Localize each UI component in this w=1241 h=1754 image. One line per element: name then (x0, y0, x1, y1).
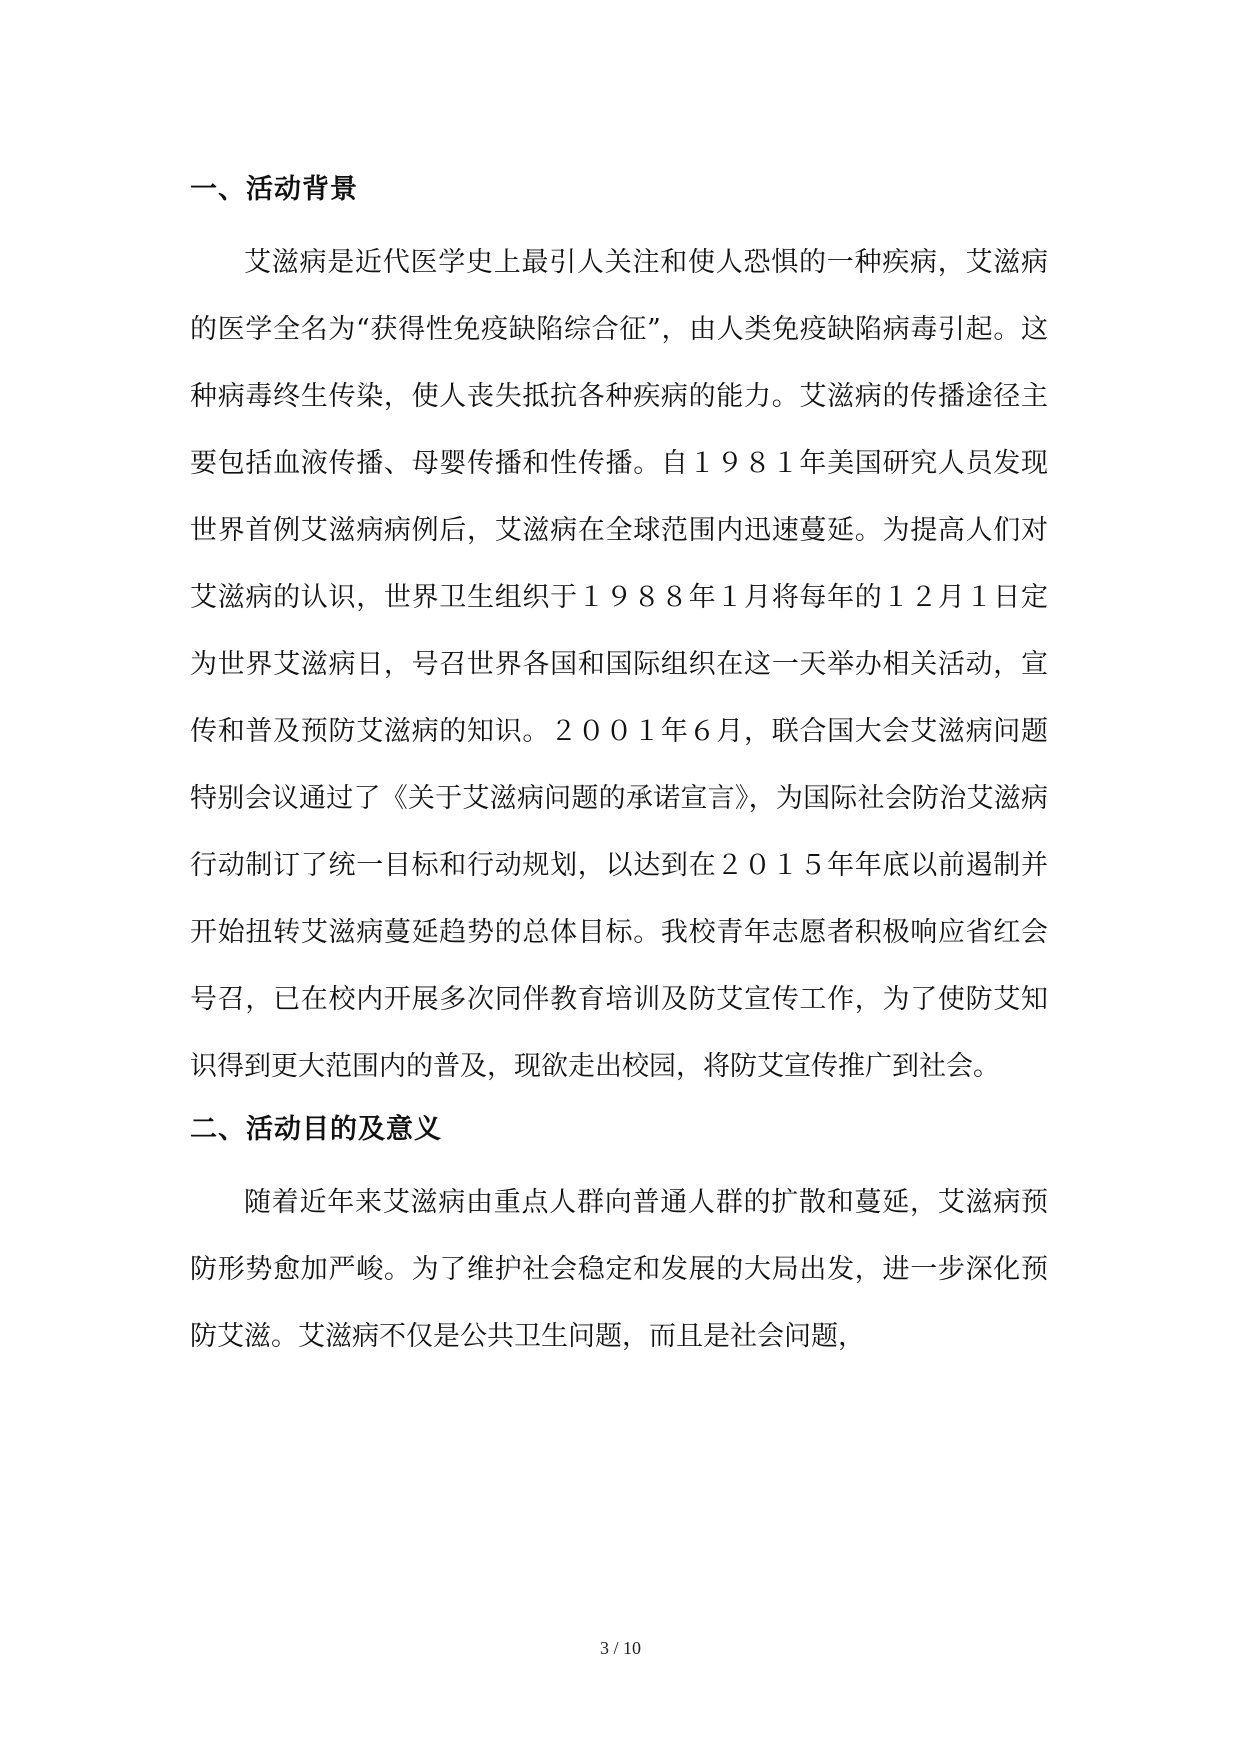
section-paragraph-background: 艾滋病是近代医学史上最引人关注和使人恐惧的一种疾病，艾滋病的医学全名为“获得性免疫缺陷综合征”，由人类免疫缺陷病毒引起。这种病毒终生传染，使人丧失抵抗各种疾病的能力。艾滋病的传播途径主要包括血液传播、母婴传播和性传播。自１９８１年美国研究人员发现世界首例艾滋病病例后，艾滋病在全球范围内迅速蔓延。为提高人们对艾滋病的认识，世界卫生组织于１９８８年１月将每年的１２月１日定为世界艾滋病日，号召世界各国和国际组织在这一天举办相关活动，宣传和普及预防艾滋病的知识。２００１年６月，联合国大会艾滋病问题特别会议通过了《关于艾滋病问题的承诺宣言》，为国际社会防治艾滋病行动制订了统一目标和行动规划，以达到在２０１５年年底以前遏制并开始扭转艾滋病蔓延趋势的总体目标。我校青年志愿者积极响应省红会号召，已在校内开展多次同伴教育培训及防艾宣传工作，为了使防艾知识得到更大范围内的普及，现欲走出校园，将防艾宣传推广到社会。 (190, 247, 1048, 1082)
document-body (190, 160, 1048, 1370)
section-paragraph-purpose: 随着近年来艾滋病由重点人群向普通人群的扩散和蔓延，艾滋病预防形势愈加严峻。为了维护社会稳定和发展的大局出发，进一步深化预防艾滋。艾滋病不仅是公共卫生问题，而且是社会问题， (190, 1187, 1048, 1352)
section-heading-purpose: 二、活动目的及意义 (190, 1114, 442, 1145)
section-heading-background: 一、活动背景 (190, 174, 358, 205)
page-number: 3 / 10 (599, 1638, 641, 1658)
